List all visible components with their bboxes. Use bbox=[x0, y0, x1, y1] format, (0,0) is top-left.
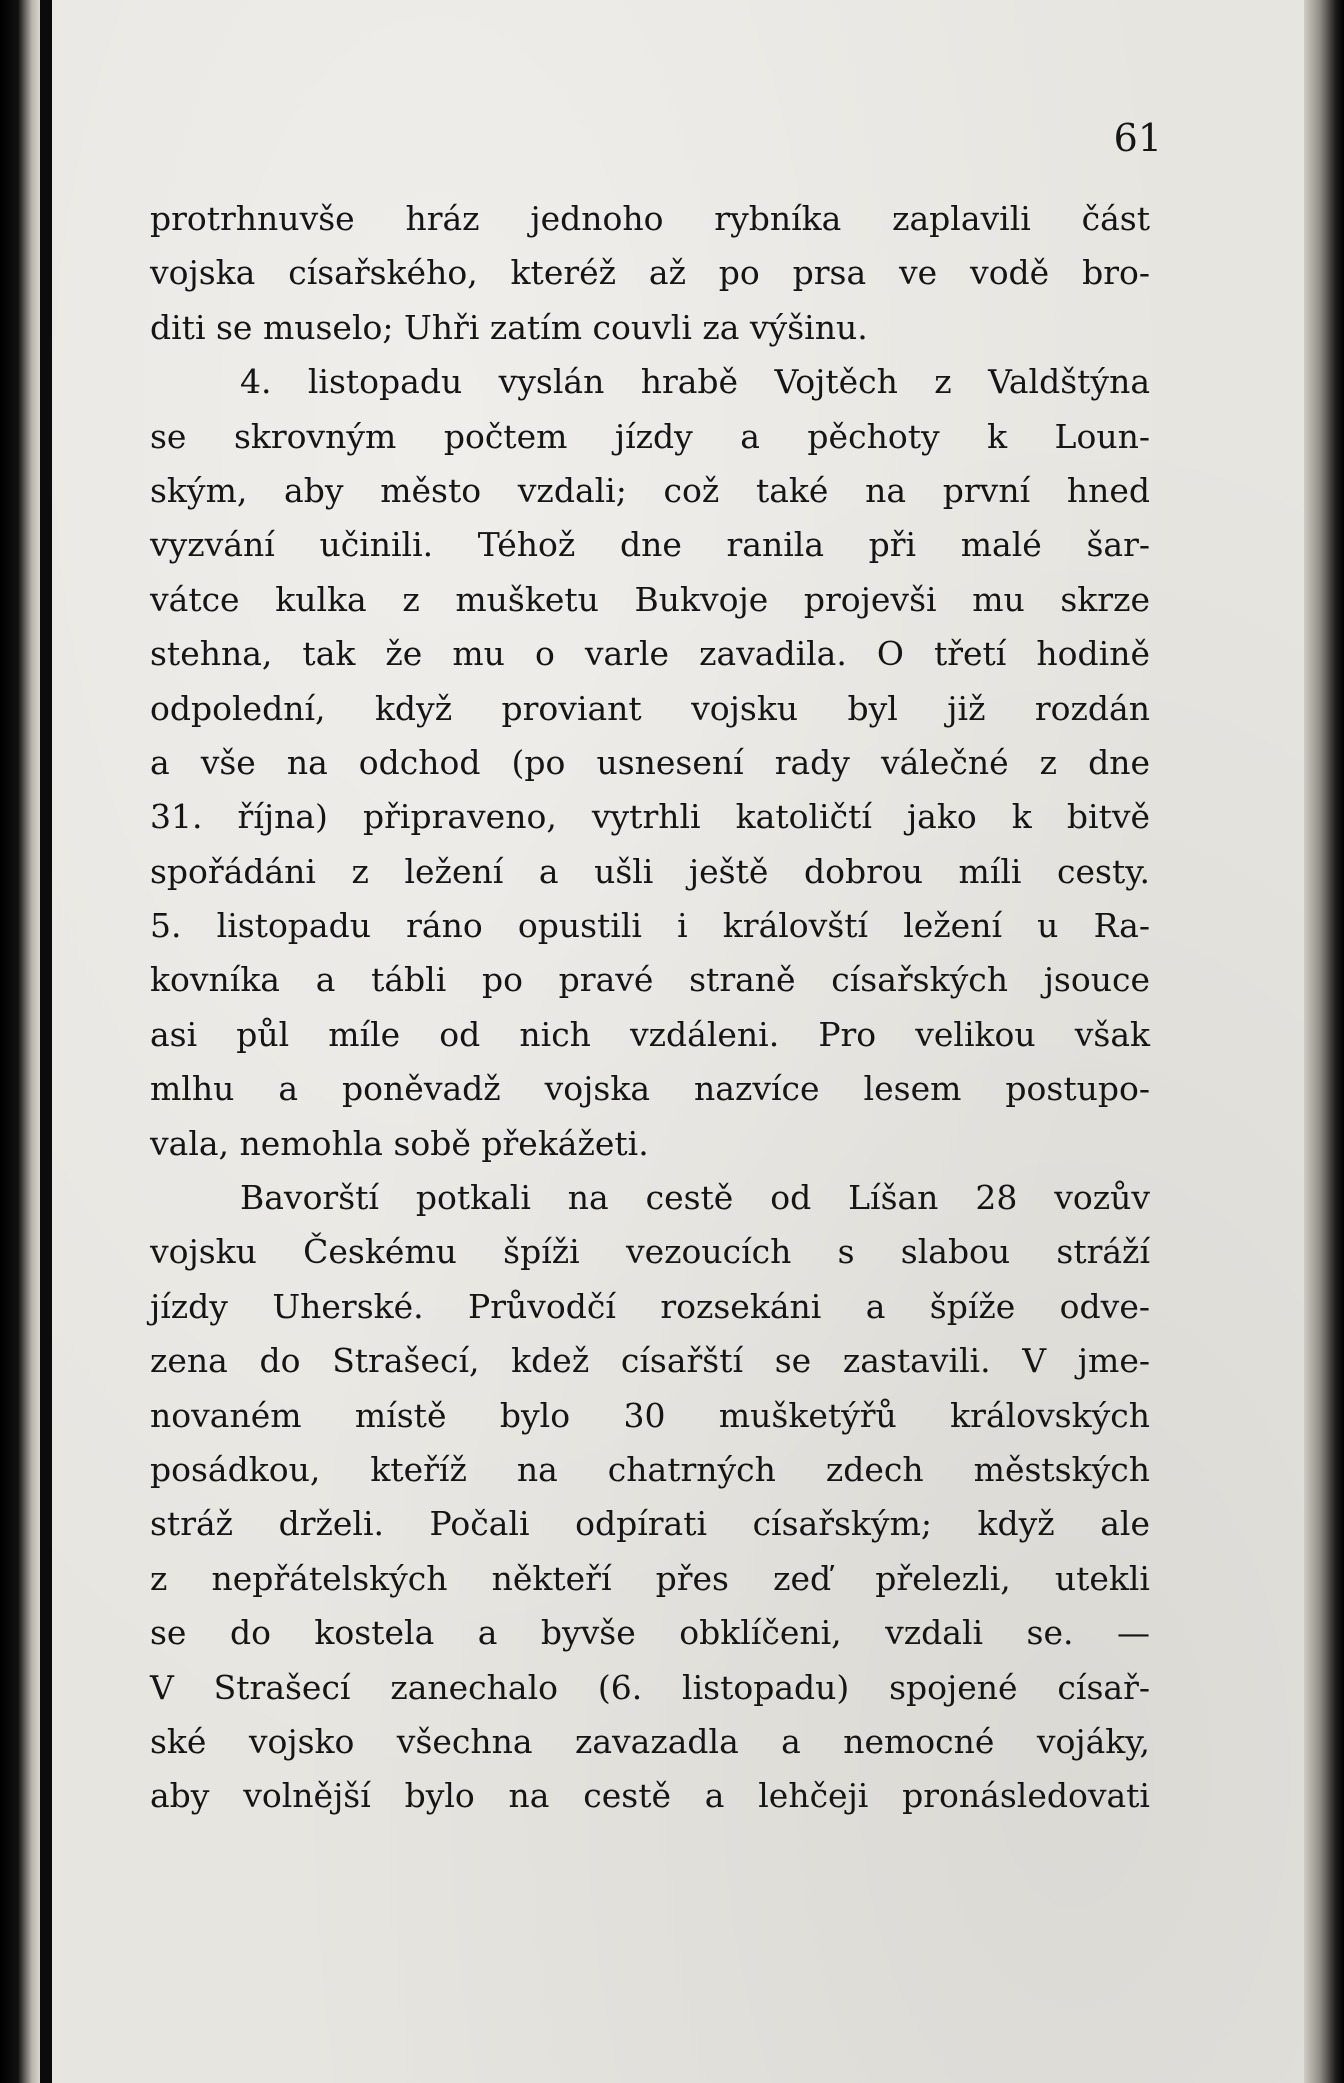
text-line: kovníka a tábli po pravé straně císařských jsouce bbox=[150, 960, 1150, 1000]
right-book-edge bbox=[1304, 0, 1344, 2083]
text-line: novaném místě bylo 30 mušketýřů královských bbox=[150, 1395, 1150, 1435]
text-line: 5. listopadu ráno opustili i královští ležení u Ra- bbox=[150, 906, 1150, 946]
left-book-edge bbox=[0, 0, 40, 2083]
text-line: jízdy Uherské. Průvodčí rozsekáni a špíže odve- bbox=[150, 1286, 1150, 1326]
text-line: zena do Strašecí, kdež císařští se zastavili. V jme- bbox=[150, 1341, 1150, 1381]
text-line: ským, aby město vzdali; což také na první hned bbox=[150, 470, 1150, 510]
text-line: vojsku Českému špíži vezoucích s slabou stráží bbox=[150, 1232, 1150, 1272]
text-line: ské vojsko všechna zavazadla a nemocné vojáky, bbox=[150, 1721, 1150, 1761]
text-line: diti se muselo; Uhři zatím couvli za výšinu. bbox=[150, 307, 868, 347]
text-line: vátce kulka z mušketu Bukvoje projevši mu skrze bbox=[150, 579, 1150, 619]
text-line: protrhnuvše hráz jednoho rybníka zaplavili část bbox=[150, 199, 1150, 238]
text-line: stehna, tak že mu o varle zavadila. O třetí hodině bbox=[150, 634, 1150, 674]
text-line: odpolední, když proviant vojsku byl již rozdán bbox=[150, 688, 1150, 728]
text-line: spořádáni z ležení a ušli ještě dobrou míli cesty. bbox=[150, 851, 1150, 891]
text-line: mlhu a poněvadž vojska nazvíce lesem postupo- bbox=[150, 1069, 1150, 1109]
text-line: se skrovným počtem jízdy a pěchoty k Loun- bbox=[150, 416, 1150, 456]
text-line: V Strašecí zanechalo (6. listopadu) spojené císař- bbox=[150, 1667, 1150, 1707]
text-line: posádkou, kteříž na chatrných zdech městských bbox=[150, 1449, 1150, 1489]
text-line: Bavorští potkali na cestě od Líšan 28 vozův bbox=[240, 1178, 1150, 1218]
text-line: stráž drželi. Počali odpírati císařským; když ale bbox=[150, 1504, 1150, 1544]
page-number: 61 bbox=[1113, 116, 1162, 160]
text-line: vyzvání učinili. Téhož dne ranila při malé šar- bbox=[150, 525, 1150, 565]
text-line: vala, nemohla sobě překážeti. bbox=[150, 1123, 649, 1163]
text-line: 31. října) připraveno, vytrhli katoličtí jako k bitvě bbox=[150, 797, 1150, 837]
text-line: se do kostela a byvše obklíčeni, vzdali se. — bbox=[150, 1613, 1150, 1653]
text-line: aby volnější bylo na cestě a lehčeji pronásledovati bbox=[150, 1776, 1150, 1816]
text-line: z nepřátelských někteří přes zeď přelezli, utekli bbox=[150, 1558, 1150, 1598]
text-line: a vše na odchod (po usnesení rady válečné z dne bbox=[150, 742, 1150, 782]
text-line: asi půl míle od nich vzdáleni. Pro velikou však bbox=[150, 1014, 1150, 1054]
text-line: vojska císařského, kteréž až po prsa ve vodě bro- bbox=[150, 253, 1150, 293]
text-line: 4. listopadu vyslán hrabě Vojtěch z Valdštýna bbox=[240, 362, 1150, 402]
body-text bbox=[150, 192, 1150, 1824]
